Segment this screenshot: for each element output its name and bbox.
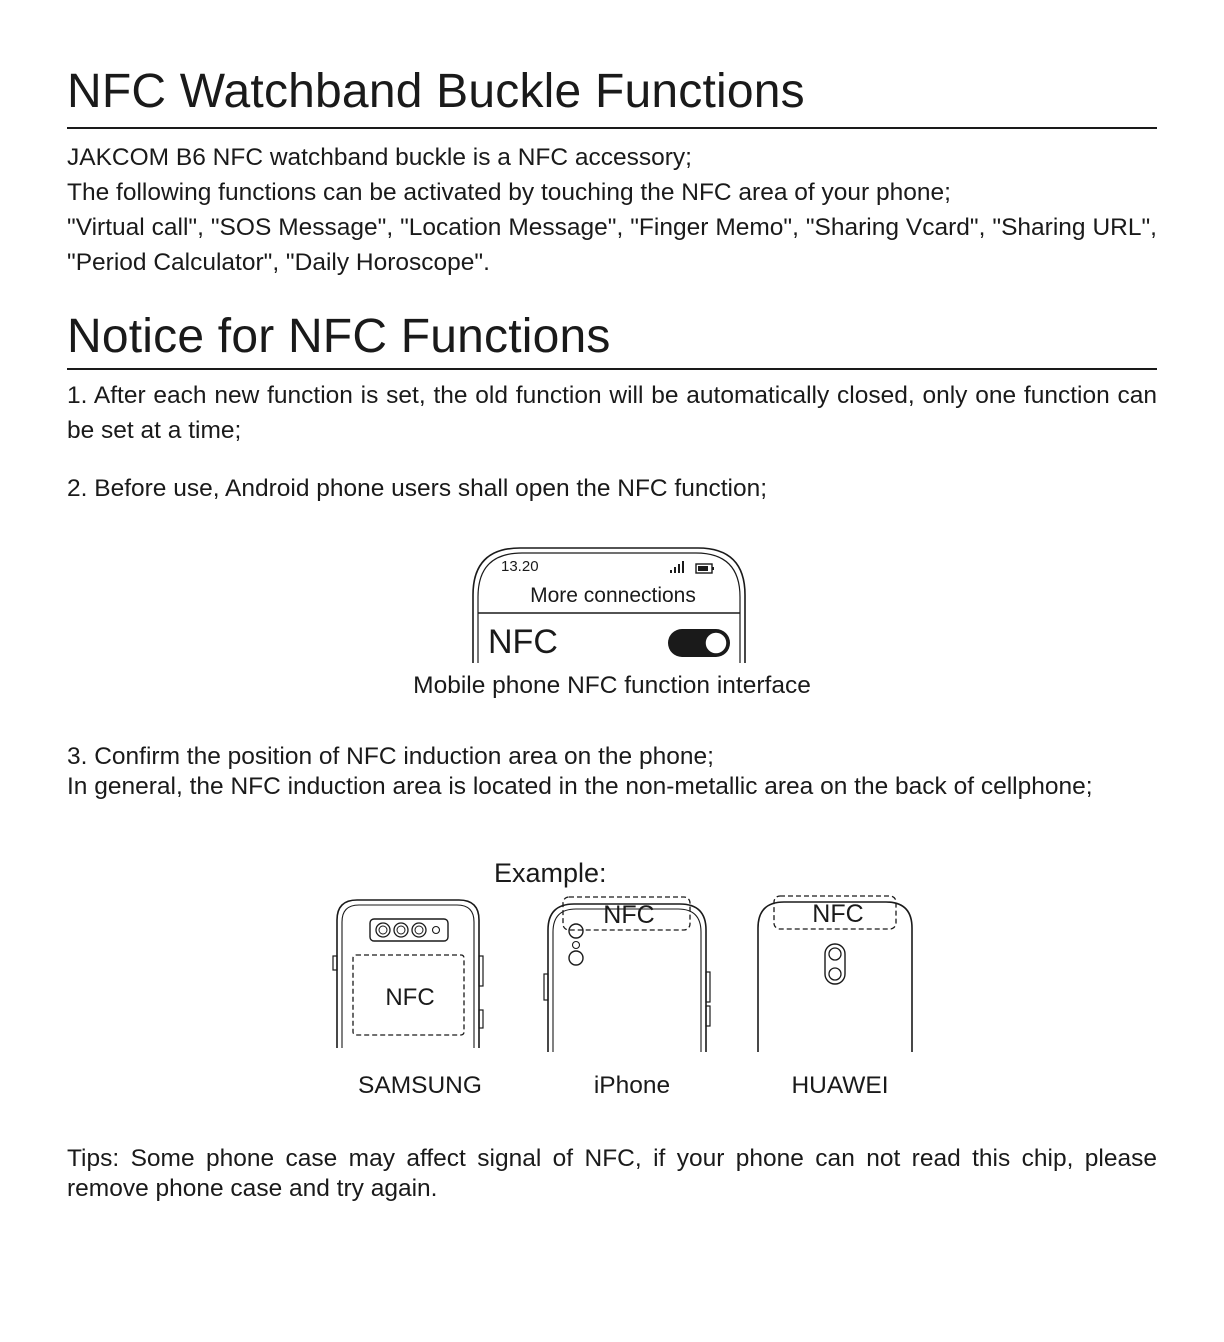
samsung-phone-illustration	[330, 898, 490, 1053]
camera-module-icon	[825, 944, 845, 984]
nfc-area-label: NFC	[603, 901, 655, 929]
intro-paragraph	[67, 140, 1157, 280]
phone-nfc-settings-illustration	[468, 545, 750, 663]
intro-function-list: "Virtual call", "SOS Message", "Location Message", "Finger Memo", "Sharing Vcard", "Sharing URL", "Period Calculator", "Daily Horoscope".	[67, 214, 1157, 276]
notice-item-3-line-2: In general, the NFC induction area is located in the non-metallic area on the back of cellphone;	[67, 773, 1093, 800]
example-label: Example:	[494, 858, 607, 888]
notice-item-2: 2. Before use, Android phone users shall open the NFC function;	[67, 475, 768, 502]
battery-icon	[696, 564, 714, 573]
notice-item-1: 1. After each new function is set, the old function will be automatically closed, only one function can be set at a time;	[67, 382, 1157, 444]
title-divider	[67, 127, 1157, 129]
status-time: 13.20	[501, 558, 539, 575]
settings-header: More connections	[530, 584, 696, 607]
notice-item-3-line-1: 3. Confirm the position of NFC induction area on the phone;	[67, 743, 714, 770]
nfc-setting-label: NFC	[488, 623, 558, 661]
nfc-toggle-switch[interactable]	[668, 629, 730, 657]
tips-paragraph: Tips: Some phone case may affect signal of NFC, if your phone can not read this chip, please remove phone case and try again.	[67, 1145, 1157, 1202]
intro-line-2: The following functions can be activated by touching the NFC area of your phone;	[67, 179, 951, 206]
figure-caption: Mobile phone NFC function interface	[413, 672, 811, 699]
section-title-functions: NFC Watchband Buckle Functions	[67, 65, 805, 118]
title-divider	[67, 368, 1157, 370]
intro-line-1: JAKCOM B6 NFC watchband buckle is a NFC accessory;	[67, 144, 692, 171]
huawei-phone-illustration	[752, 892, 922, 1054]
phone-brand-label: iPhone	[593, 1072, 671, 1099]
nfc-area-label: NFC	[385, 984, 435, 1011]
notice-item-3	[67, 742, 1157, 802]
phone-brand-label: SAMSUNG	[358, 1072, 482, 1099]
iphone-illustration	[540, 894, 715, 1054]
section-title-notice: Notice for NFC Functions	[67, 310, 611, 363]
camera-module-icon	[370, 919, 448, 941]
nfc-area-label: NFC	[812, 900, 864, 928]
phone-brand-label: HUAWEI	[791, 1072, 889, 1099]
signal-icon	[670, 561, 684, 573]
